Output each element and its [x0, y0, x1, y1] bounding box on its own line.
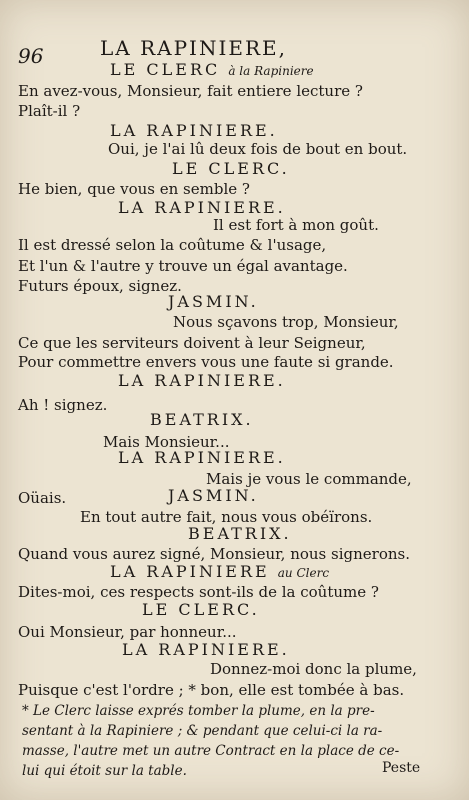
speaker-heading: JASMIN.	[168, 292, 259, 311]
speaker-heading: LE CLERC.	[172, 159, 290, 178]
speaker-heading: LA RAPINIERE.	[118, 371, 286, 390]
verse-line: He bien, que vous en semble ?	[18, 180, 250, 198]
verse-line: Dites-moi, ces respects sont-ils de la coûtume ?	[18, 583, 379, 601]
footnote-line: lui qui étoit sur la table.	[22, 763, 187, 779]
speaker-heading	[110, 562, 329, 583]
verse-line: Donnez-moi donc la plume,	[210, 660, 417, 678]
verse-line: Pour commettre envers vous une faute si grande.	[18, 353, 394, 371]
speaker-heading: LA RAPINIERE.	[122, 640, 290, 659]
speaker-heading: JASMIN.	[168, 486, 259, 505]
verse-line: Puisque c'est l'ordre ; * bon, elle est tombée à bas.	[18, 681, 405, 699]
page-number: 96	[18, 44, 44, 68]
speaker-heading: BEATRIX.	[188, 524, 292, 543]
verse-line: Ce que les serviteurs doivent à leur Seigneur,	[18, 334, 366, 352]
footnote-line: * Le Clerc laisse exprés tomber la plume, en la pre-	[22, 703, 375, 719]
verse-line: Mais Monsieur...	[103, 433, 230, 451]
verse-line: Oui Monsieur, par honneur...	[18, 623, 237, 641]
speaker-name: LE CLERC	[110, 60, 221, 79]
speaker-name: LA RAPINIERE	[110, 562, 270, 581]
verse-line: Et l'un & l'autre y trouve un égal avantage.	[18, 257, 348, 275]
verse-line: Futurs époux, signez.	[18, 277, 182, 295]
verse-line: Nous sçavons trop, Monsieur,	[173, 313, 399, 331]
speaker-heading: LA RAPINIERE.	[118, 198, 286, 217]
footnote-line: sentant à la Rapiniere ; & pendant que celui-ci la ra-	[22, 723, 383, 739]
speaker-heading: LE CLERC.	[142, 600, 260, 619]
verse-line: Quand vous aurez signé, Monsieur, nous signerons.	[18, 545, 410, 563]
verse-line: Mais je vous le commande,	[206, 470, 412, 488]
verse-line: En tout autre fait, nous vous obéïrons.	[80, 508, 373, 526]
verse-line: En avez-vous, Monsieur, fait entiere lecture ?	[18, 82, 363, 100]
speaker-heading: LA RAPINIERE.	[118, 448, 286, 467]
verse-line: Il est dressé selon la coûtume & l'usage,	[18, 236, 327, 254]
speaker-heading: BEATRIX.	[150, 410, 254, 429]
verse-line: Plaît-il ?	[18, 102, 81, 120]
catchword: Peste	[382, 760, 421, 776]
footnote-line: masse, l'autre met un autre Contract en la place de ce-	[22, 743, 400, 759]
verse-line: Ah ! signez.	[18, 396, 108, 414]
stage-direction: à la Rapiniere	[228, 64, 314, 78]
stage-direction: au Clerc	[277, 566, 330, 580]
speaker-heading: LA RAPINIERE.	[110, 121, 278, 140]
speaker-heading	[110, 60, 314, 81]
verse-line: Oui, je l'ai lû deux fois de bout en bout.	[108, 140, 408, 158]
running-title: LA RAPINIERE,	[100, 36, 287, 60]
verse-line: Il est fort à mon goût.	[213, 216, 379, 234]
verse-line: Oüais.	[18, 489, 67, 507]
